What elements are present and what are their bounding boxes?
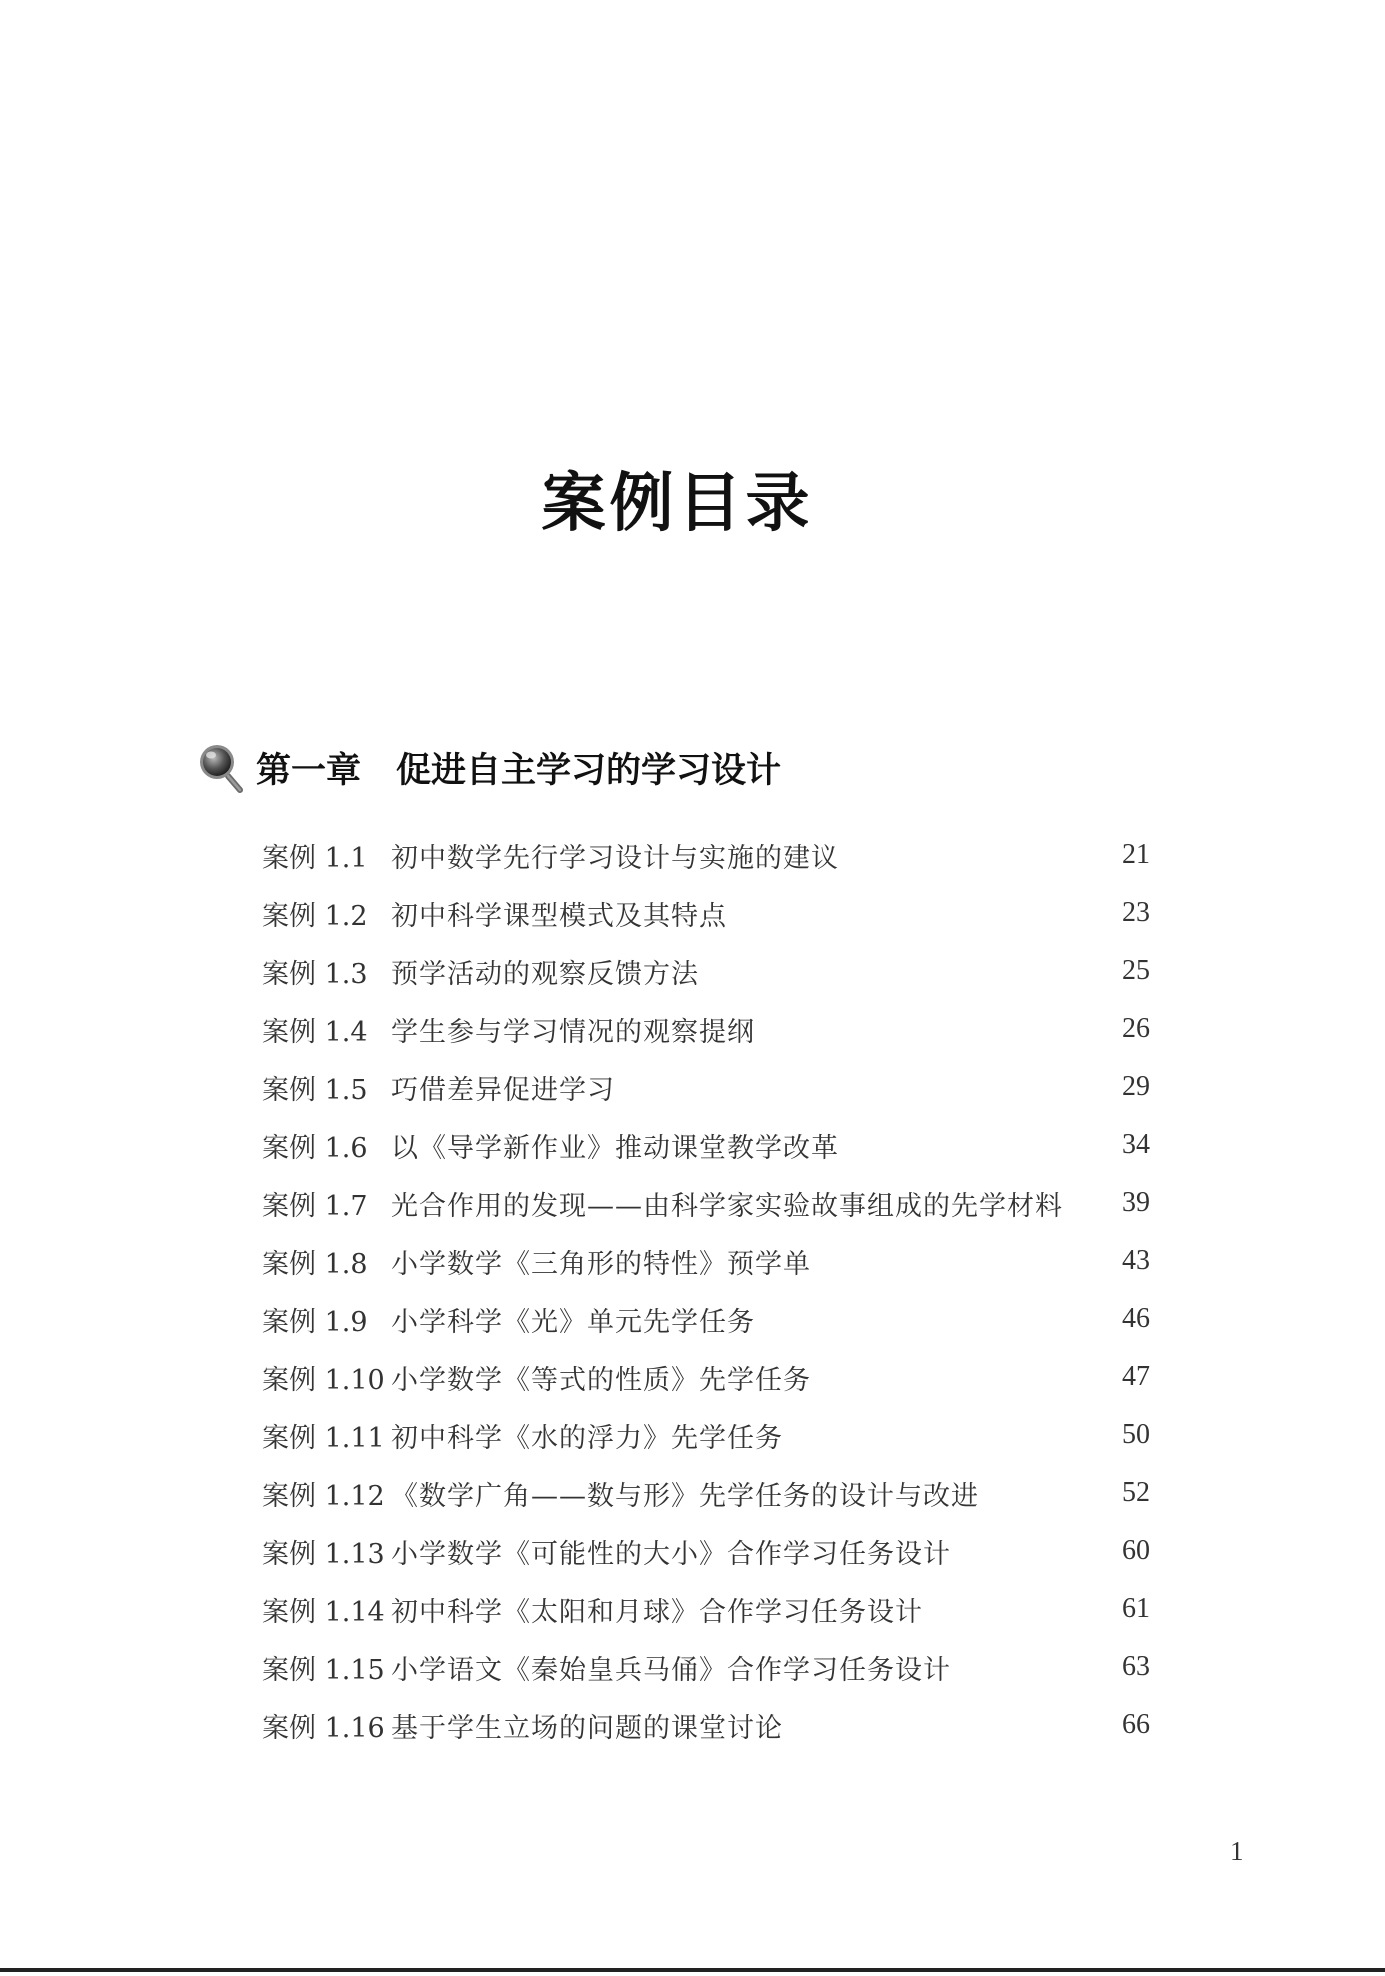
- toc-entry[interactable]: [262, 1232, 1152, 1290]
- entry-title: 巧借差异促进学习: [391, 1074, 615, 1106]
- entry-label: 案例 1.11: [262, 1422, 385, 1454]
- entry-label: 案例 1.5: [262, 1074, 368, 1106]
- entry-page-number: 60: [1122, 1535, 1150, 1566]
- entry-page-number: 63: [1122, 1651, 1150, 1682]
- entry-title: 基于学生立场的问题的课堂讨论: [391, 1712, 783, 1744]
- entry-label: 案例 1.1: [262, 842, 368, 874]
- entry-page-number: 66: [1122, 1709, 1150, 1740]
- entry-page-number: 23: [1122, 897, 1150, 928]
- entry-page-number: 29: [1122, 1071, 1150, 1102]
- toc-entry[interactable]: [262, 1174, 1152, 1232]
- entry-label: 案例 1.6: [262, 1132, 368, 1164]
- toc-entry[interactable]: [262, 1000, 1152, 1058]
- entry-label: 案例 1.13: [262, 1538, 385, 1570]
- bottom-rule: [0, 1968, 1385, 1972]
- entry-page-number: 46: [1122, 1303, 1150, 1334]
- entry-title: 学生参与学习情况的观察提纲: [391, 1016, 755, 1048]
- entry-title: 《数学广角——数与形》先学任务的设计与改进: [391, 1480, 979, 1512]
- entry-label: 案例 1.7: [262, 1190, 368, 1222]
- chapter-title: 第一章 促进自主学习的学习设计: [256, 750, 782, 791]
- toc-entry[interactable]: [262, 1522, 1152, 1580]
- entry-page-number: 52: [1122, 1477, 1150, 1508]
- entry-title: 小学科学《光》单元先学任务: [391, 1306, 755, 1338]
- entry-title: 小学数学《等式的性质》先学任务: [391, 1364, 811, 1396]
- page-number: 1: [1230, 1836, 1244, 1866]
- entry-label: 案例 1.3: [262, 958, 368, 990]
- toc-entry[interactable]: [262, 1290, 1152, 1348]
- entry-label: 案例 1.8: [262, 1248, 368, 1280]
- toc-entry[interactable]: [262, 1058, 1152, 1116]
- entry-title: 小学数学《可能性的大小》合作学习任务设计: [391, 1538, 951, 1570]
- entry-title: 小学数学《三角形的特性》预学单: [391, 1248, 811, 1280]
- entry-title: 小学语文《秦始皇兵马俑》合作学习任务设计: [391, 1654, 951, 1686]
- toc-list: [262, 826, 1152, 1754]
- entry-title: 初中科学《水的浮力》先学任务: [391, 1422, 783, 1454]
- entry-page-number: 47: [1122, 1361, 1150, 1392]
- entry-title: 初中数学先行学习设计与实施的建议: [391, 842, 839, 874]
- toc-entry[interactable]: [262, 1406, 1152, 1464]
- entry-page-number: 39: [1122, 1187, 1150, 1218]
- toc-entry[interactable]: [262, 1696, 1152, 1754]
- toc-entry[interactable]: [262, 826, 1152, 884]
- entry-label: 案例 1.4: [262, 1016, 368, 1048]
- entry-page-number: 34: [1122, 1129, 1150, 1160]
- entry-page-number: 61: [1122, 1593, 1150, 1624]
- toc-entry[interactable]: [262, 1580, 1152, 1638]
- entry-label: 案例 1.16: [262, 1712, 385, 1744]
- magnifier-icon: [198, 742, 244, 794]
- entry-title: 初中科学课型模式及其特点: [391, 900, 727, 932]
- toc-entry[interactable]: [262, 884, 1152, 942]
- entry-page-number: 25: [1122, 955, 1150, 986]
- entry-title: 以《导学新作业》推动课堂教学改革: [391, 1132, 839, 1164]
- entry-page-number: 26: [1122, 1013, 1150, 1044]
- entry-label: 案例 1.10: [262, 1364, 385, 1396]
- toc-entry[interactable]: [262, 1116, 1152, 1174]
- entry-title: 初中科学《太阳和月球》合作学习任务设计: [391, 1596, 923, 1628]
- toc-entry[interactable]: [262, 942, 1152, 1000]
- entry-label: 案例 1.12: [262, 1480, 385, 1512]
- entry-label: 案例 1.15: [262, 1654, 385, 1686]
- entry-label: 案例 1.9: [262, 1306, 368, 1338]
- entry-page-number: 50: [1122, 1419, 1150, 1450]
- entry-label: 案例 1.2: [262, 900, 368, 932]
- toc-entry[interactable]: [262, 1638, 1152, 1696]
- entry-title: 预学活动的观察反馈方法: [391, 958, 699, 990]
- toc-entry[interactable]: [262, 1464, 1152, 1522]
- toc-entry[interactable]: [262, 1348, 1152, 1406]
- entry-title: 光合作用的发现——由科学家实验故事组成的先学材料: [391, 1190, 1063, 1222]
- entry-label: 案例 1.14: [262, 1596, 385, 1628]
- entry-page-number: 43: [1122, 1245, 1150, 1276]
- chapter-heading-row: [198, 740, 781, 796]
- entry-page-number: 21: [1122, 839, 1150, 870]
- page-title: 案例目录: [541, 466, 814, 541]
